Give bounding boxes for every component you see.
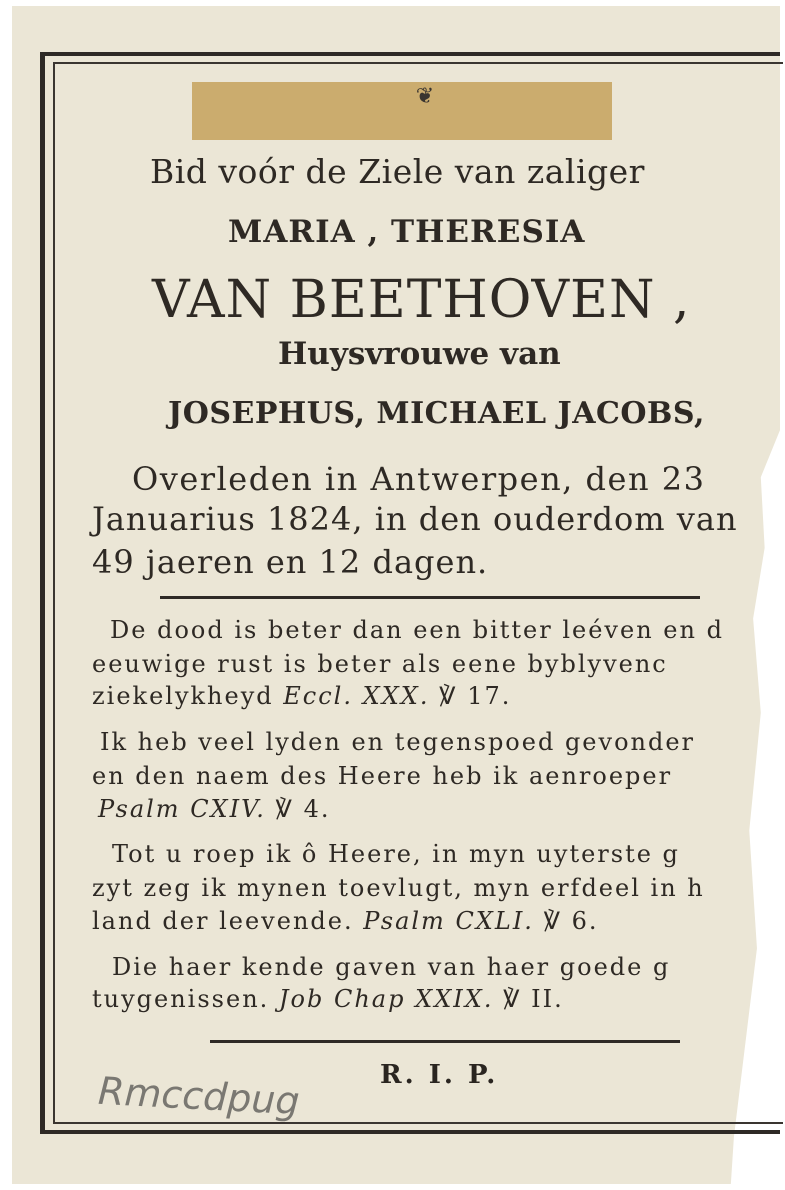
verse-3-number: ℣ 6. xyxy=(543,907,599,935)
ornament-icon: ❦ xyxy=(415,84,435,109)
verse-3-line-3 xyxy=(92,907,599,935)
verse-2-line-2: en den naem des Heere heb ik aenroeper xyxy=(92,762,673,790)
verse-4-line-1: Die haer kende gaven van haer goede g xyxy=(112,953,671,981)
rip-text: R. I. P. xyxy=(380,1060,499,1090)
verse-2-line-1: Ik heb veel lyden en tegenspoed gevonder xyxy=(100,728,696,756)
adhesive-tape xyxy=(192,82,612,140)
verse-1-line-3 xyxy=(92,682,511,710)
deceased-first-names: MARIA , THERESIA xyxy=(228,214,586,250)
divider-bottom xyxy=(210,1040,680,1043)
spouse-name: JOSEPHUS, MICHAEL JACOBS, xyxy=(168,396,705,431)
verse-2-line-3 xyxy=(98,795,330,823)
verse-1-line-1: De dood is beter dan een bitter leéven en d xyxy=(110,616,724,644)
verse-3-reference: Psalm CXLI. xyxy=(363,907,534,935)
verse-2-reference: Psalm CXIV. xyxy=(98,795,266,823)
verse-3-line-1: Tot u roep ik ô Heere, in myn uyterste g xyxy=(112,840,680,868)
verse-1-reference: Eccl. XXX. xyxy=(283,682,430,710)
death-notice-line-3: 49 jaeren en 12 dagen. xyxy=(92,543,489,581)
heading-prayer: Bid voór de Ziele van zaliger xyxy=(150,152,645,191)
verse-3-line-2: zyt zeg ik mynen toevlugt, myn erfdeel in h xyxy=(92,874,705,902)
divider-top xyxy=(160,596,700,599)
verse-4-line-2 xyxy=(92,985,564,1013)
death-notice-line-1: Overleden in Antwerpen, den 23 xyxy=(132,460,706,498)
verse-1-line-2: eeuwige rust is beter als eene byblyvenc xyxy=(92,650,668,678)
verse-2-number: ℣ 4. xyxy=(275,795,331,823)
spouse-label: Huysvrouwe van xyxy=(278,336,561,372)
verse-4-text: tuygenissen. xyxy=(92,985,270,1013)
pencil-annotation: Rmccdpug xyxy=(96,1068,301,1124)
death-notice-line-2: Januarius 1824, in den ouderdom van xyxy=(92,500,738,538)
deceased-surname: VAN BEETHOVEN , xyxy=(152,270,691,330)
verse-4-number: ℣ II. xyxy=(503,985,564,1013)
verse-1-number: ℣ 17. xyxy=(439,682,512,710)
verse-1-text: ziekelykheyd xyxy=(92,682,274,710)
verse-4-reference: Job Chap XXIX. xyxy=(278,985,494,1013)
verse-3-text: land der leevende. xyxy=(92,907,354,935)
